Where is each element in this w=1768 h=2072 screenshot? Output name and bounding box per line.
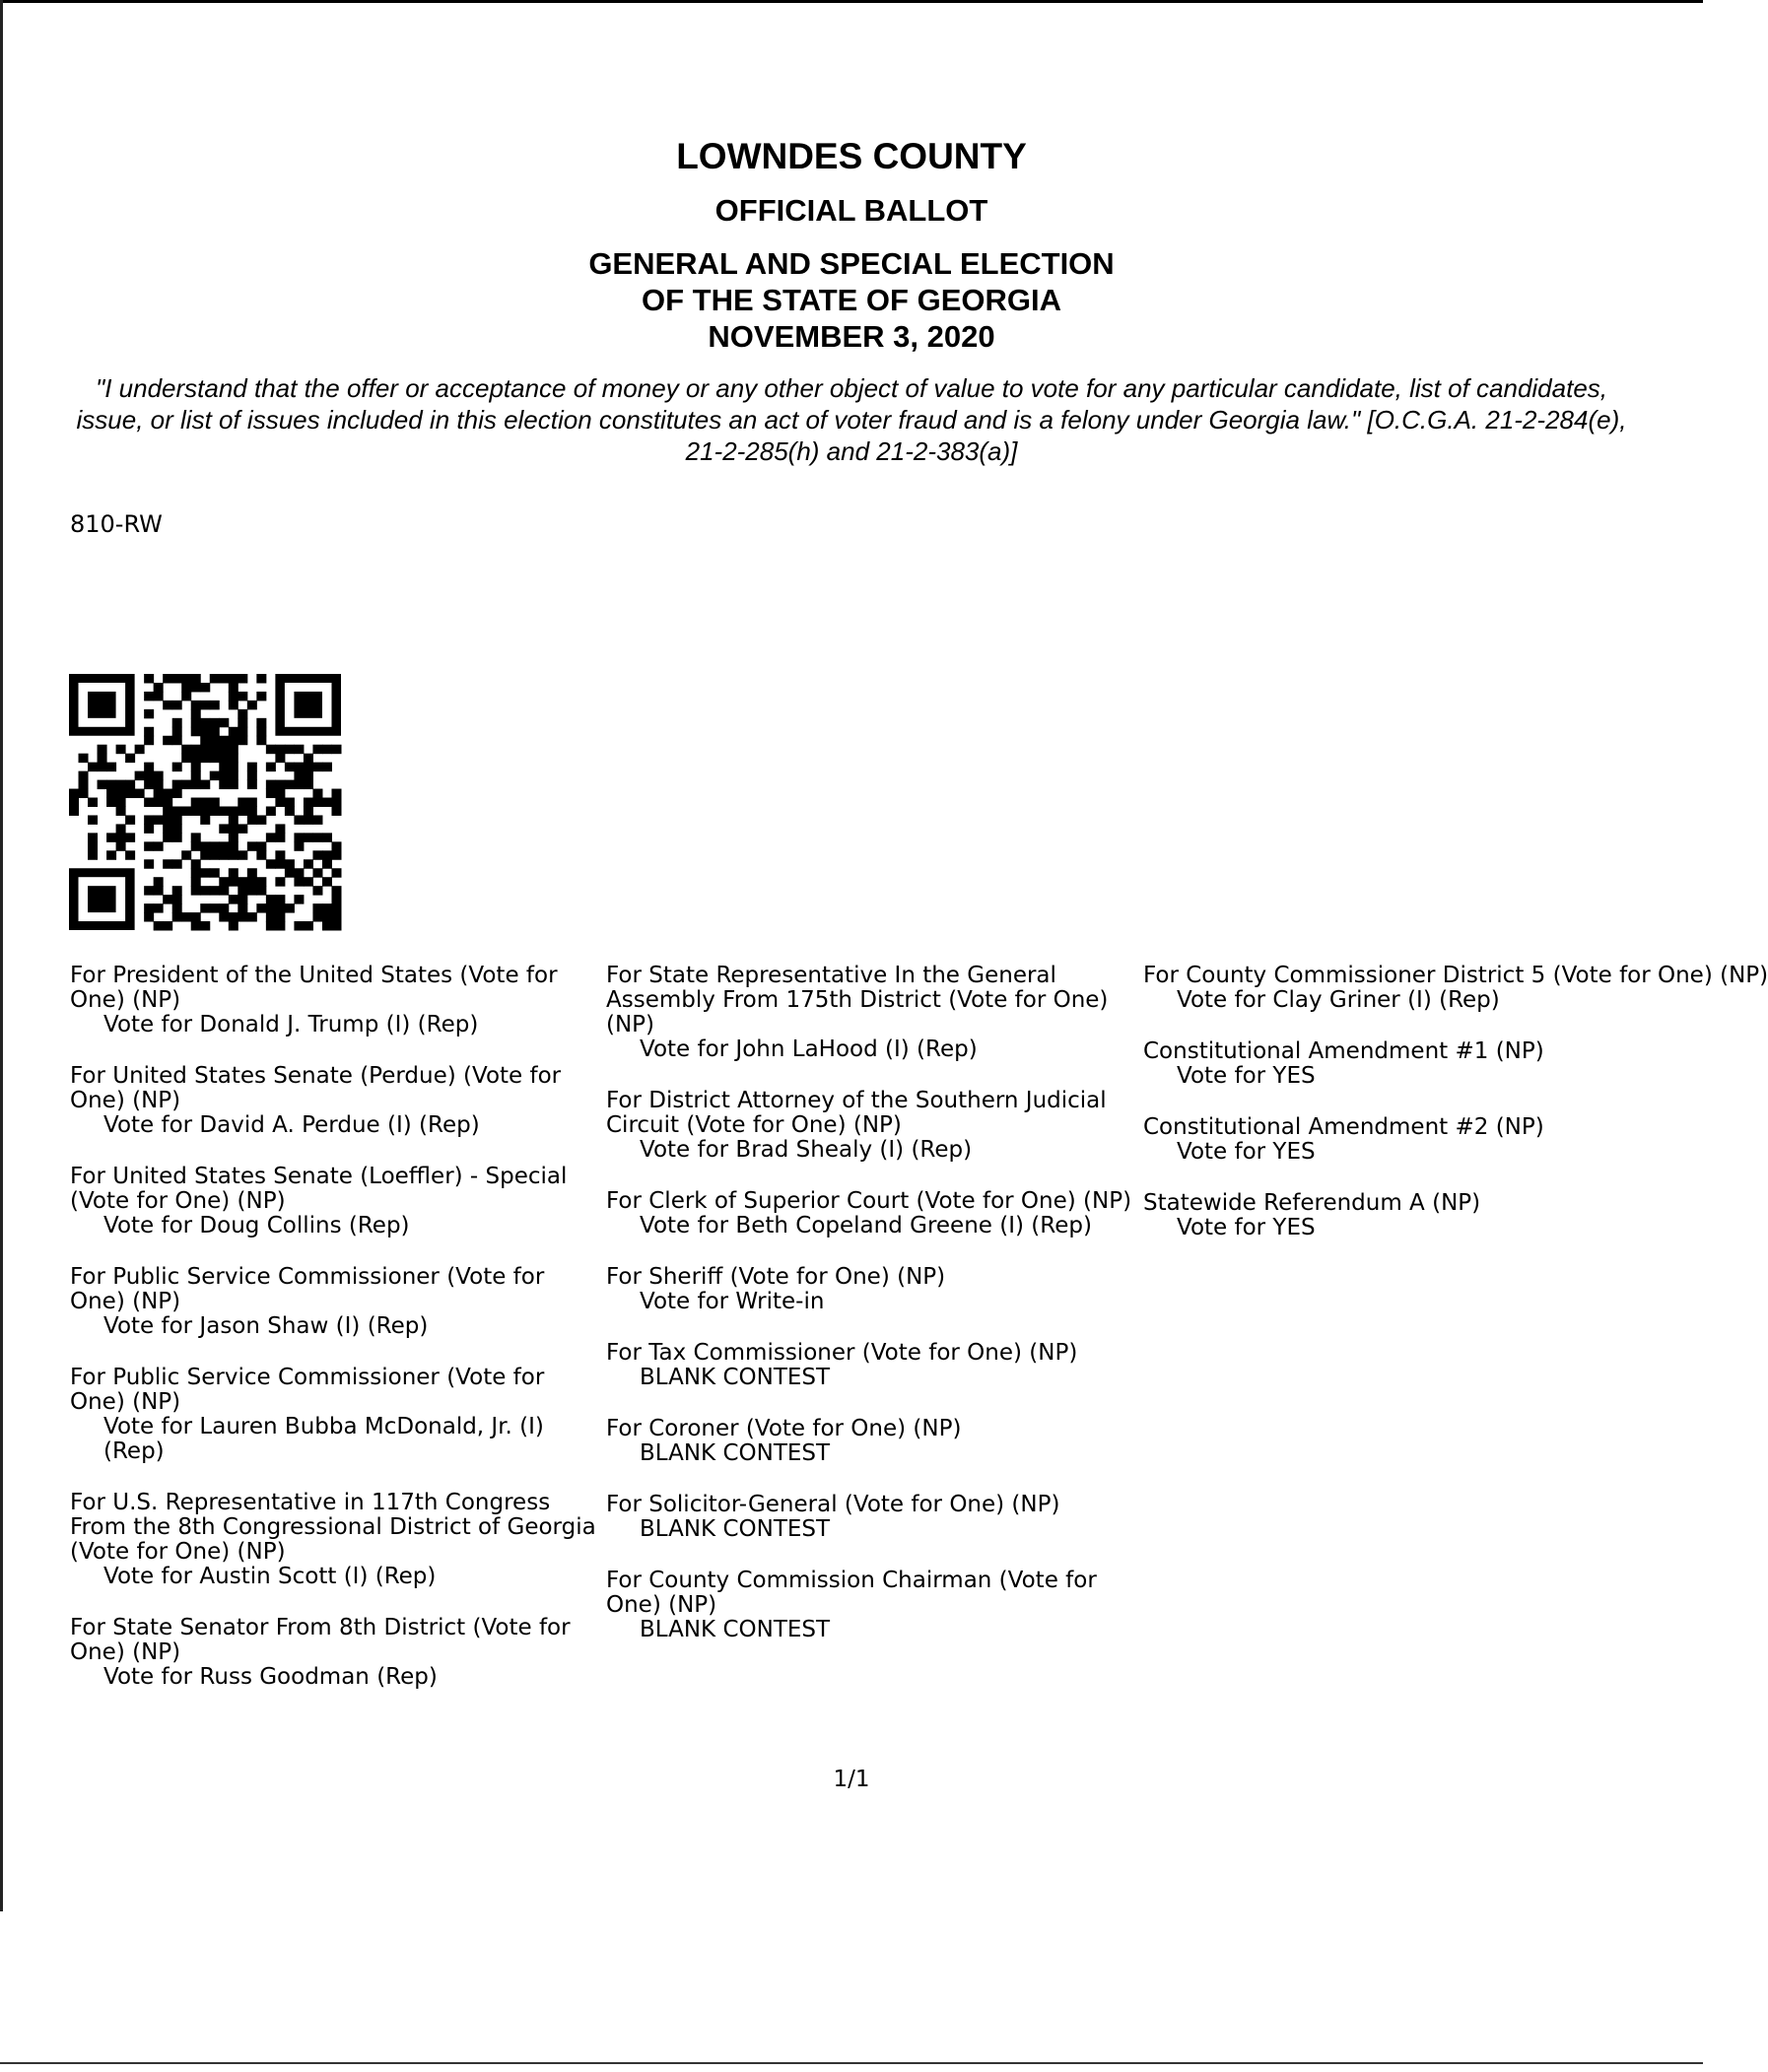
ballot-type-title: OFFICIAL BALLOT bbox=[714, 193, 988, 228]
contest-selection: Vote for YES bbox=[1177, 1215, 1316, 1240]
contest-item bbox=[606, 1417, 1138, 1466]
contest-selection: Vote for Jason Shaw (I) (Rep) bbox=[103, 1313, 429, 1339]
contest-selection: Vote for Write-in bbox=[640, 1289, 825, 1314]
contest-selection: Vote for Lauren Bubba McDonald, Jr. (I) (Rep) bbox=[103, 1414, 544, 1464]
election-title-line2: OF THE STATE OF GEORGIA bbox=[642, 283, 1061, 317]
contest-item bbox=[70, 1165, 602, 1238]
contest-title: For Solicitor-General (Vote for One) (NP) bbox=[606, 1492, 1060, 1517]
qr-code-icon bbox=[69, 674, 341, 930]
contest-title: For United States Senate (Loeffler) - Special (Vote for One) (NP) bbox=[70, 1164, 568, 1214]
contest-item bbox=[606, 964, 1138, 1062]
bottom-border bbox=[0, 2062, 1703, 2064]
contest-column-3 bbox=[1143, 963, 1768, 1267]
contest-title: For Coroner (Vote for One) (NP) bbox=[606, 1416, 962, 1441]
election-date: NOVEMBER 3, 2020 bbox=[708, 319, 995, 354]
contest-item bbox=[70, 1616, 602, 1690]
contest-selection: Vote for Clay Griner (I) (Rep) bbox=[1177, 987, 1500, 1013]
contest-selection: Vote for John LaHood (I) (Rep) bbox=[640, 1036, 978, 1062]
contest-item bbox=[1143, 1191, 1703, 1240]
contest-item bbox=[70, 1491, 602, 1589]
election-title bbox=[0, 245, 1703, 355]
contest-title: For County Commission Chairman (Vote for One) (NP) bbox=[606, 1568, 1097, 1618]
county-title: LOWNDES COUNTY bbox=[676, 136, 1027, 176]
contest-item bbox=[1143, 963, 1768, 1013]
contest-selection: Vote for Beth Copeland Greene (I) (Rep) bbox=[640, 1213, 1092, 1238]
contest-item bbox=[70, 1064, 602, 1138]
contest-item bbox=[1143, 1039, 1703, 1089]
contest-title: Statewide Referendum A (NP) bbox=[1143, 1190, 1481, 1216]
contest-title: For District Attorney of the Southern Judicial Circuit (Vote for One) (NP) bbox=[606, 1088, 1107, 1138]
contest-title: For Sheriff (Vote for One) (NP) bbox=[606, 1264, 946, 1290]
contest-title: For County Commissioner District 5 (Vote for One) (NP) bbox=[1143, 963, 1768, 988]
contest-title: For State Senator From 8th District (Vote for One) (NP) bbox=[70, 1615, 571, 1665]
contest-item bbox=[70, 964, 602, 1037]
contest-selection: BLANK CONTEST bbox=[640, 1440, 831, 1466]
election-title-line1: GENERAL AND SPECIAL ELECTION bbox=[588, 246, 1115, 281]
contest-title: For State Representative In the General Assembly From 175th District (Vote for One) (NP) bbox=[606, 963, 1109, 1037]
page-number: 1/1 bbox=[833, 1767, 870, 1792]
contest-column-2 bbox=[606, 964, 1138, 1669]
contest-selection: BLANK CONTEST bbox=[640, 1617, 831, 1642]
contest-title: For Public Service Commissioner (Vote for One) (NP) bbox=[70, 1365, 545, 1415]
contest-title: For United States Senate (Perdue) (Vote for One) (NP) bbox=[70, 1063, 562, 1113]
contest-selection: Vote for Austin Scott (I) (Rep) bbox=[103, 1564, 437, 1589]
contest-selection: Vote for YES bbox=[1177, 1063, 1316, 1089]
contest-item bbox=[70, 1265, 602, 1339]
ballot-style-code: 810-RW bbox=[70, 510, 163, 538]
contest-selection: Vote for Donald J. Trump (I) (Rep) bbox=[103, 1012, 479, 1037]
voter-fraud-oath: "I understand that the offer or acceptance of money or any other object of value to vote for any particular candidate, list of candidates, issue, or list of issues included in this election constitutes an act of voter fraud and is a felony under Georgia law." [O.C.G.A. 21-2-284(e), 21-2-285(h) and 21-2-383(a)] bbox=[76, 373, 1627, 466]
contest-selection: Vote for YES bbox=[1177, 1139, 1316, 1165]
contest-item bbox=[606, 1189, 1138, 1238]
contest-item bbox=[606, 1089, 1138, 1163]
contest-title: For Clerk of Superior Court (Vote for One) (NP) bbox=[606, 1188, 1132, 1214]
contest-selection: Vote for David A. Perdue (I) (Rep) bbox=[103, 1112, 480, 1138]
contest-item bbox=[606, 1265, 1138, 1314]
contest-selection: BLANK CONTEST bbox=[640, 1365, 831, 1390]
contest-item bbox=[1143, 1115, 1703, 1165]
contest-title: For Tax Commissioner (Vote for One) (NP) bbox=[606, 1340, 1078, 1366]
contest-title: For President of the United States (Vote for One) (NP) bbox=[70, 963, 558, 1013]
top-border bbox=[0, 0, 1703, 3]
contest-selection: Vote for Russ Goodman (Rep) bbox=[103, 1664, 438, 1690]
contest-title: Constitutional Amendment #2 (NP) bbox=[1143, 1114, 1544, 1140]
contest-item bbox=[606, 1569, 1138, 1642]
contest-item bbox=[606, 1493, 1138, 1542]
contest-item bbox=[70, 1366, 602, 1464]
contest-title: For Public Service Commissioner (Vote for One) (NP) bbox=[70, 1264, 545, 1314]
contest-selection: Vote for Doug Collins (Rep) bbox=[103, 1213, 410, 1238]
contest-selection: BLANK CONTEST bbox=[640, 1516, 831, 1542]
contest-title: For U.S. Representative in 117th Congress From the 8th Congressional District of Georgia (Vote for One) (NP) bbox=[70, 1490, 596, 1565]
contest-title: Constitutional Amendment #1 (NP) bbox=[1143, 1038, 1544, 1064]
contest-selection: Vote for Brad Shealy (I) (Rep) bbox=[640, 1137, 973, 1163]
contest-column-1 bbox=[70, 964, 602, 1716]
contest-item bbox=[606, 1341, 1138, 1390]
